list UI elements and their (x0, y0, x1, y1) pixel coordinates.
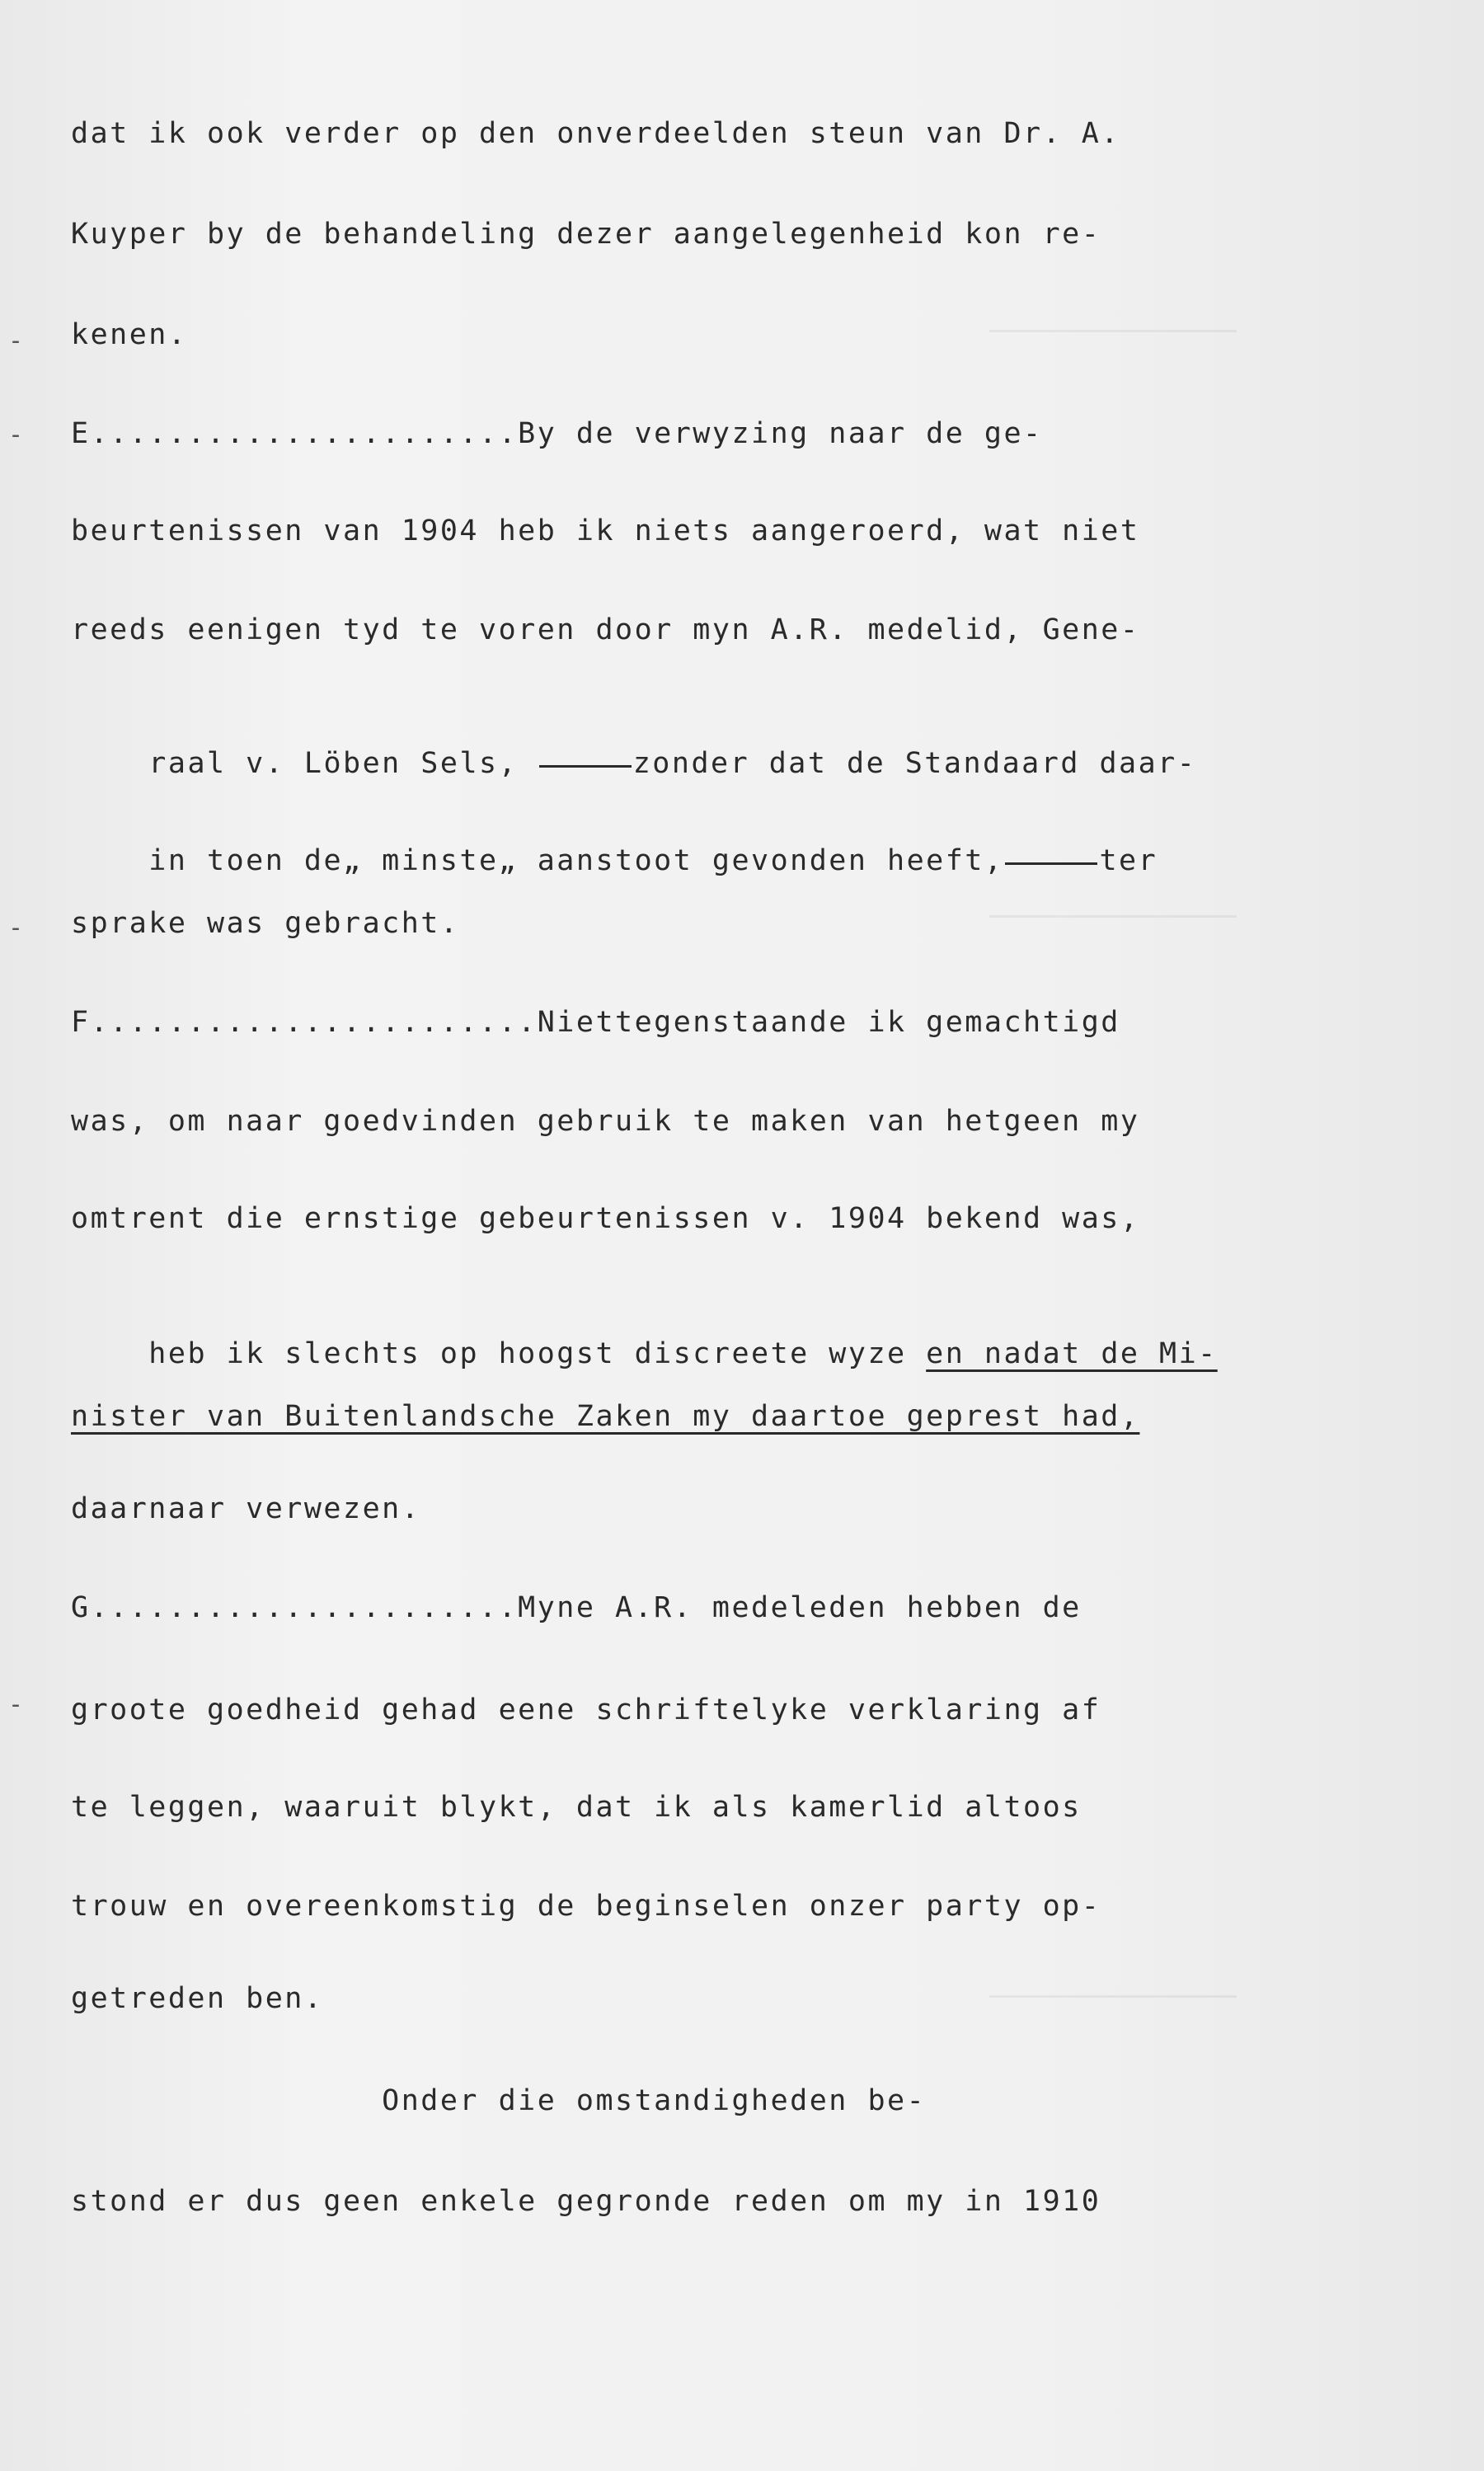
text-line: was, om naar goedvinden gebruik te maken van hetgeen my (71, 1105, 1140, 1138)
underlined-line: nister van Buitenlandsche Zaken my daartoe geprest had, (71, 1400, 1140, 1433)
margin-mark: - (8, 1690, 24, 1719)
text-line: reeds eenigen tyd te voren door myn A.R. medelid, Gene- (71, 613, 1140, 646)
text-line: kenen. (71, 318, 188, 351)
text-line: Kuyper by de behandeling dezer aangelegenheid kon re- (71, 218, 1101, 251)
text-line: Onder die omstandigheden be- (71, 2084, 927, 2117)
margin-mark: - (8, 420, 24, 449)
text-line (71, 806, 1158, 915)
em-dash-rule (1005, 862, 1097, 865)
text-line: groote goedheid gehad eene schriftelyke verklaring af (71, 1694, 1101, 1726)
underlined-fragment: en nadat de Mi- (926, 1337, 1218, 1370)
text-line: beurtenissen van 1904 heb ik niets aangeroerd, wat niet (71, 514, 1140, 547)
text-fragment: raal v. Löben Sels, (148, 747, 538, 780)
text-line: sprake was gebracht. (71, 907, 460, 940)
margin-mark: - (8, 914, 24, 942)
text-line (71, 709, 1196, 818)
margin-mark: - (8, 326, 24, 355)
text-line: stond er dus geen enkele gegronde reden om my in 1910 (71, 2185, 1101, 2218)
text-line: dat ik ook verder op den onverdeelden steun van Dr. A. (71, 117, 1120, 150)
text-line: trouw en overeenkomstig de beginselen onzer party op- (71, 1890, 1101, 1923)
text-line: F.......................Niettegenstaande ik gemachtigd (71, 1006, 1120, 1039)
text-fragment: zonder dat de Standaard daar- (632, 747, 1197, 780)
text-line: te leggen, waaruit blykt, dat ik als kamerlid altoos (71, 1791, 1082, 1824)
text-fragment: heb ik slechts op hoogst discreete wyze (148, 1337, 927, 1370)
text-line (71, 1299, 1218, 1408)
text-fragment: ter (1099, 844, 1158, 877)
text-line: daarnaar verwezen. (71, 1492, 421, 1525)
text-line: G......................Myne A.R. medeleden hebben de (71, 1591, 1082, 1624)
text-fragment: in toen de„ minste„ aanstoot gevonden heeft, (148, 844, 1004, 877)
text-line: omtrent die ernstige gebeurtenissen v. 1904 bekend was, (71, 1202, 1140, 1235)
text-line: getreden ben. (71, 1982, 324, 2015)
text-line: E......................By de verwyzing naar de ge- (71, 417, 1043, 450)
em-dash-rule (539, 765, 632, 768)
